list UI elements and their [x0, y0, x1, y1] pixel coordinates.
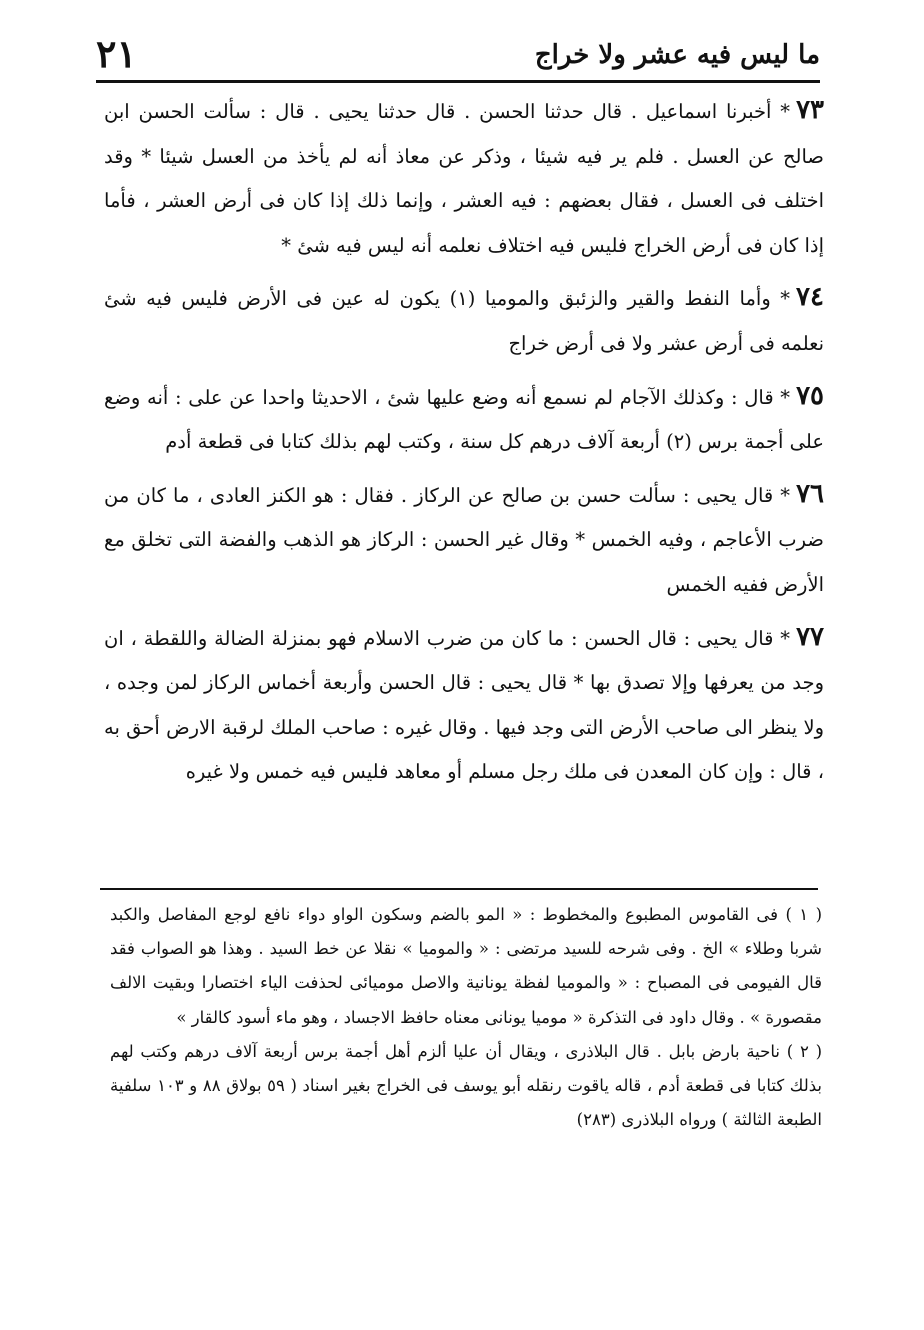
page-header [96, 22, 820, 83]
main-text [104, 88, 824, 802]
paragraph-number: ٧٣ [796, 95, 824, 125]
footnotes [110, 898, 822, 1137]
footnote-1: ( ١ ) فى القاموس المطبوع والمخطوط : « المو بالضم وسكون الواو دواء نافع لوجع المفاصل والكبد شربا وطلاء » الخ . وفى شرحه للسيد مرتضى : « والموميا » نقلا عن خط السيد . وهذا هو الصواب فقد قال الفيومى فى المصباح : « والموميا لفظة يونانية والاصل موميائى لحذفت الياء اختصارا وبقيت الالف مقصورة » . وقال داود فى التذكرة « موميا يونانى معناه حافظ الاجساد ، وهو ماء أسود كالقار » [110, 905, 823, 1027]
paragraph-number: ٧٤ [796, 282, 824, 313]
paragraph-number: ٧٧ [796, 621, 824, 652]
paragraph-number: ٧٥ [796, 380, 824, 411]
footnote-2: ( ٢ ) ناحية بارض بابل . قال البلاذرى ، ويقال أن عليا ألزم أهل أجمة برس أربعة آلاف درهم وكتب لهم بذلك كتابا فى قطعة أدم ، قاله ياقوت رنقله أبو يوسف فى الخراج بغير اسناد ( ٥٩ بولاق ٨٨ و ١٠٣ سلفية الطبعة الثالثة ) ورواه البلاذرى (٢٨٣) [110, 1041, 823, 1130]
paragraph-text: * قال يحيى : سألت حسن بن صالح عن الركاز . فقال : هو الكنز العادى ، ما كان من ضرب الأعاجم ، وفيه الخمس * وقال غير الحسن : الركاز هو الذهب والفضة التى تخلق مع الأرض ففيه الخمس [104, 483, 824, 596]
paragraph-text: * أخبرنا اسماعيل . قال حدثنا الحسن . قال حدثنا يحيى . قال : سألت الحسن ابن صالح عن العسل . فلم ير فيه شيئا ، وذكر عن معاذ أنه لم يأخذ من العسل شيئا * وقد اختلف فى العسل ، فقال بعضهم : فيه العشر ، وإنما ذلك إذا كان فى أرض العشر ، فأما إذا كان فى أرض الخراج فليس فيه اختلاف نعلمه أنه ليس فيه شئ * [104, 100, 824, 257]
paragraph-75 [104, 374, 824, 465]
paragraph-77 [104, 615, 824, 795]
running-head: ما ليس فيه عشر ولا خراج [534, 40, 820, 70]
paragraph-text: * قال يحيى : قال الحسن : ما كان من ضرب الاسلام فهو بمنزلة الضالة واللقطة ، ان وجد من يعرفها وإلا تصدق بها * قال يحيى : قال الحسن وأربعة أخماس الركاز لمن وجده ، ولا ينظر الى صاحب الأرض التى وجد فيها . وقال غيره : صاحب الملك لرقبة الارض أحق به ، قال : وإن كان المعدن فى ملك رجل مسلم أو معاهد فليس فيه خمس ولا غيره [104, 626, 824, 784]
paragraph-text: * وأما النفط والقير والزئبق والموميا (١) يكون له عين فى الأرض فليس فيه شئ نعلمه فى أرض عشر ولا فى أرض خراج [104, 287, 824, 355]
paragraph-76 [104, 472, 824, 608]
paragraph-number: ٧٦ [796, 478, 824, 509]
footnote-divider [100, 888, 818, 890]
paragraph-text: * قال : وكذلك الآجام لم نسمع أنه وضع عليها شئ ، الاحديثا واحدا عن على : أنه وضع على أجمة برس (٢) أربعة آلاف درهم كل سنة ، وكتب لهم بذلك كتابا فى قطعة أدم [104, 385, 824, 454]
paragraph-73 [104, 88, 824, 268]
paragraph-74 [104, 275, 824, 366]
page-number: ٢١ [96, 31, 137, 76]
